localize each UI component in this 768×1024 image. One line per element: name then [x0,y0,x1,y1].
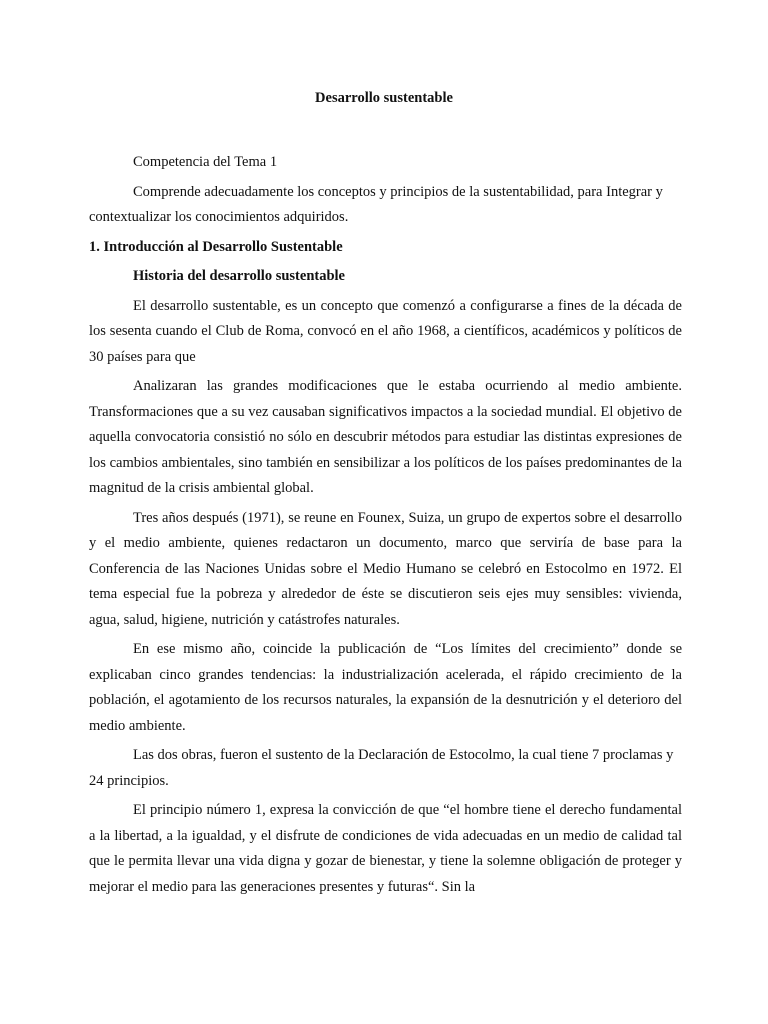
body-paragraph: El principio número 1, expresa la convicción de que “el hombre tiene el derecho fundamental a la libertad, a la igualdad, y el disfrute de condiciones de vida adecuadas en un medio de calidad tal que le permita llevar una vida digna y gozar de bienestar, y tiene la solemne obligación de proteger y mejorar el medio para las generaciones presentes y futuras“. Sin la [89,802,682,895]
subsection-heading: Historia del desarrollo sustentable [133,268,345,284]
document-title: Desarrollo sustentable [315,90,453,106]
body-paragraph: En ese mismo año, coincide la publicación de “Los límites del crecimiento” donde se explicaban cinco grandes tendencias: la industrialización acelerada, el rápido crecimiento de la población, el agotamiento de los recursos naturales, la expansión de la desnutrición y el deterioro del medio ambiente. [89,641,682,734]
competencia-label: Competencia del Tema 1 [133,154,278,170]
body-paragraph: Las dos obras, fueron el sustento de la Declaración de Estocolmo, la cual tiene 7 proclamas y 24 principios. [89,747,674,789]
document-body [89,150,682,900]
body-paragraph: El desarrollo sustentable, es un concepto que comenzó a configurarse a fines de la década de los sesenta cuando el Club de Roma, convocó en el año 1968, a científicos, académicos y políticos de 30 países para que [89,297,682,365]
section-heading: 1. Introducción al Desarrollo Sustentable [89,238,343,255]
competencia-text: Comprende adecuadamente los conceptos y principios de la sustentabilidad, para Integrar y contextualizar los conocimientos adquiridos. [89,183,663,225]
body-paragraph: Analizaran las grandes modificaciones que le estaba ocurriendo al medio ambiente. Transformaciones que a su vez causaban significativos impactos a la sociedad mundial. El objetivo de aquella convocatoria consistió no sólo en descubrir métodos para estudiar las distintas expresiones de los cambios ambientales, sino también en sensibilizar a los políticos de los países predominantes de la magnitud de la crisis ambiental global. [89,378,682,496]
body-paragraph: Tres años después (1971), se reune en Founex, Suiza, un grupo de expertos sobre el desarrollo y el medio ambiente, quienes redactaron un documento, marco que serviría de base para la Conferencia de las Naciones Unidas sobre el Medio Humano se celebró en Estocolmo en 1972. El tema especial fue la pobreza y alrededor de éste se discutieron seis ejes muy sensibles: vivienda, agua, salud, higiene, nutrición y catástrofes naturales. [89,509,682,628]
